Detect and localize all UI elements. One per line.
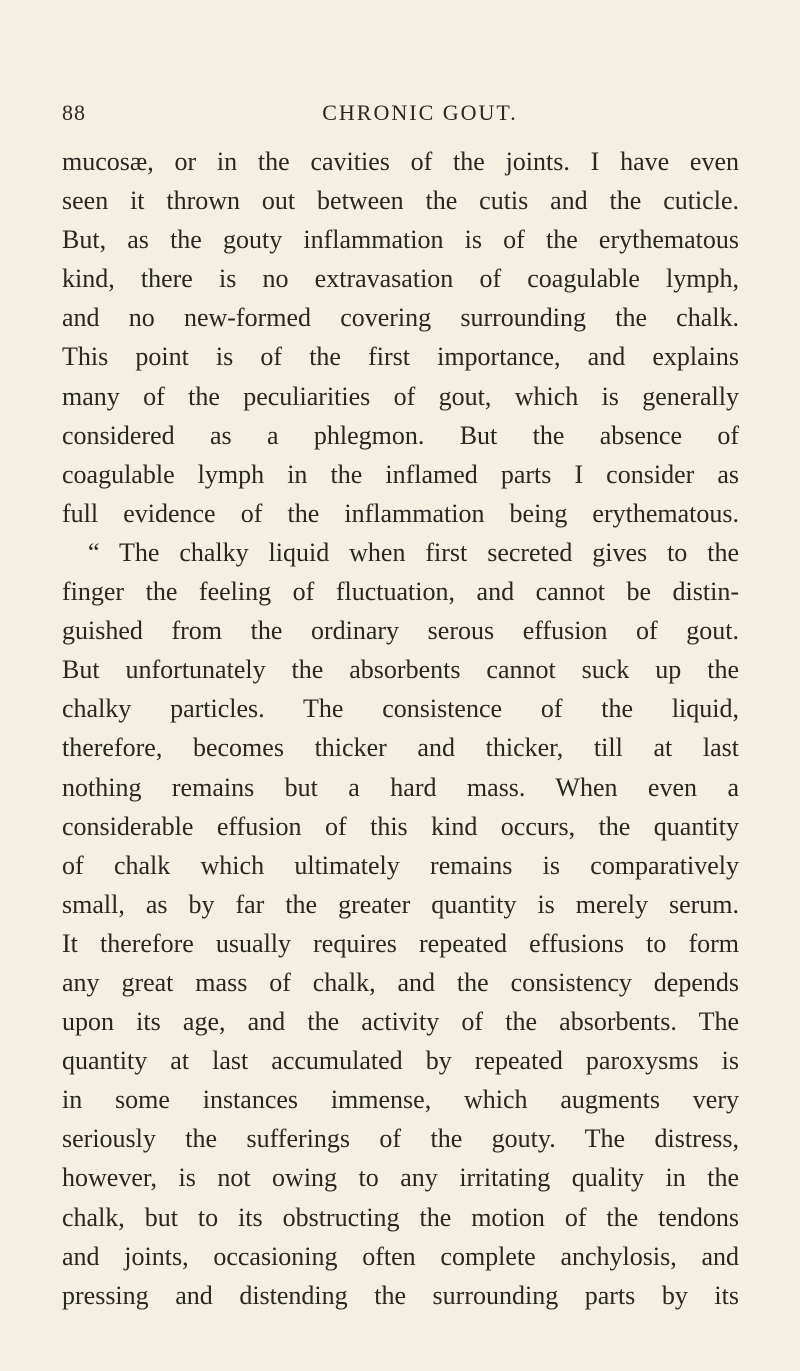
text-line: coagulable lymph in the inflamed parts I consider as bbox=[62, 459, 739, 489]
text-line: and joints, occasioning often complete anchylosis, and bbox=[62, 1241, 739, 1271]
text-line: chalk, but to its obstructing the motion of the tendons bbox=[62, 1202, 739, 1232]
text-line: considered as a phlegmon. But the absence of bbox=[62, 420, 739, 450]
page-number: 88 bbox=[62, 100, 86, 125]
text-line: mucosæ, or in the cavities of the joints. I have even bbox=[62, 147, 739, 176]
text-line: pressing and distending the surrounding parts by its bbox=[62, 1280, 739, 1310]
text-line: in some instances immense, which augments very bbox=[62, 1085, 739, 1115]
text-line: But unfortunately the absorbents cannot suck up the bbox=[62, 655, 739, 685]
text-line: many of the peculiarities of gout, which is generally bbox=[62, 381, 739, 411]
text-line: It therefore usually requires repeated effusions to form bbox=[62, 928, 739, 958]
text-line: however, is not owing to any irritating quality in the bbox=[62, 1163, 739, 1193]
text-line: nothing remains but a hard mass. When even a bbox=[62, 772, 739, 802]
text-line: quantity at last accumulated by repeated paroxysms is bbox=[62, 1046, 739, 1076]
text-line: considerable effusion of this kind occurs, the quantity bbox=[62, 811, 739, 841]
running-title: CHRONIC GOUT. bbox=[322, 100, 518, 125]
text-line: But, as the gouty inflammation is of the erythematous bbox=[62, 225, 739, 255]
text-line: any great mass of chalk, and the consistency depends bbox=[62, 967, 739, 997]
text-line: guished from the ordinary serous effusion of gout. bbox=[62, 616, 739, 646]
text-line: This point is of the first importance, and explains bbox=[62, 342, 739, 372]
text-line: finger the feeling of fluctuation, and cannot be distin- bbox=[62, 577, 739, 607]
text-line: seen it thrown out between the cutis and the cuticle. bbox=[62, 186, 739, 216]
text-line: therefore, becomes thicker and thicker, till at last bbox=[62, 733, 739, 763]
text-line: seriously the sufferings of the gouty. The distress, bbox=[62, 1124, 739, 1154]
paragraph-start-line: “ The chalky liquid when first secreted gives to the bbox=[88, 537, 739, 567]
body-text bbox=[62, 142, 739, 1315]
text-line: upon its age, and the activity of the absorbents. The bbox=[62, 1007, 739, 1037]
text-line: and no new-formed covering surrounding the chalk. bbox=[62, 303, 739, 333]
text-line: full evidence of the inflammation being erythematous. bbox=[62, 498, 739, 528]
text-line: kind, there is no extravasation of coagulable lymph, bbox=[62, 264, 739, 294]
text-line: chalky particles. The consistence of the liquid, bbox=[62, 694, 739, 724]
running-head bbox=[62, 100, 742, 134]
text-line: small, as by far the greater quantity is merely serum. bbox=[62, 889, 739, 919]
text-line: of chalk which ultimately remains is comparatively bbox=[62, 850, 739, 880]
